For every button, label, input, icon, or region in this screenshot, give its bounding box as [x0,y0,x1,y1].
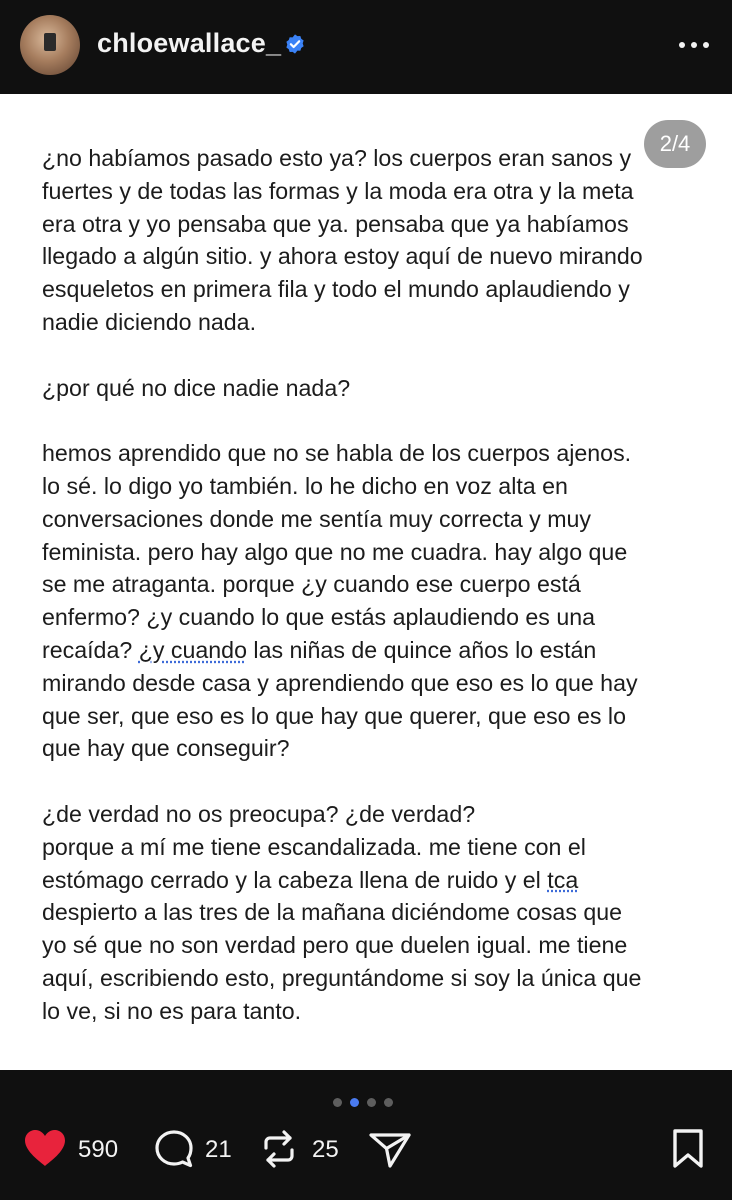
slide-counter: 2/4 [644,120,706,168]
comment-icon [153,1128,195,1170]
post-footer [0,1070,732,1200]
post-text-line: yo sé que no son verdad pero que duelen igual. me tiene [42,932,628,959]
post-text-line: lo ve, si no es para tanto. [42,997,302,1024]
paragraph-gap [42,404,710,437]
post-text-line: fuertes y de todas las formas y la moda era otra y la meta [42,177,634,204]
paragraph-gap [42,339,710,372]
post-header [0,0,732,94]
post-text-line: ¿de verdad no os preocupa? ¿de verdad? [42,800,476,827]
pagination-dot [333,1098,342,1107]
post-text-line: porque a mí me tiene escandalizada. me tiene con el [42,833,586,860]
post-text-line: llegado a algún sitio. y ahora estoy aquí de nuevo mirando [42,243,643,270]
more-horizontal-icon[interactable] [674,30,714,60]
like-count: 590 [78,1136,119,1163]
send-icon [368,1128,412,1170]
post-text-line: despierto a las tres de la mañana diciéndome cosas que [42,899,623,926]
repost-button[interactable] [258,1128,348,1168]
post-text-line: mirando desde casa y aprendiendo que eso es lo que hay [42,669,638,696]
comment-button[interactable] [153,1128,243,1168]
post-text-line: nadie diciendo nada. [42,308,257,335]
bookmark-button[interactable] [670,1128,706,1168]
post-text-line: ¿no habíamos pasado esto ya? los cuerpos eran sanos y [42,145,632,171]
post-text-line: que ser, que eso es lo que hay que querer, que eso es lo [42,702,626,729]
paragraph-gap [42,765,710,798]
carousel-pagination [333,1094,401,1104]
post-text-line: ¿por qué no dice nadie nada? [42,374,351,401]
post-text-line: que hay que conseguir? [42,735,290,762]
repost-count: 25 [312,1136,339,1163]
post-text-line: recaída? ¿y cuando las niñas de quince años lo están [42,636,597,663]
comment-count: 21 [205,1136,232,1163]
post-text-line: enfermo? ¿y cuando lo que estás aplaudiendo es una [42,604,596,631]
bookmark-icon [670,1128,706,1170]
pagination-dot [384,1098,393,1107]
spellcheck-underline: tca [547,866,579,893]
pagination-dot [367,1098,376,1107]
post-text [42,142,710,1028]
post-text-line: aquí, escribiendo esto, preguntándome si soy la única que [42,964,642,991]
avatar[interactable] [20,15,80,75]
verified-badge-icon [284,33,306,55]
spellcheck-underline: ¿y cuando [138,636,247,663]
post-text-line: estómago cerrado y la cabeza llena de ruido y el tca [42,866,579,893]
post-text-line: era otra y yo pensaba que ya. pensaba que ya habíamos [42,210,629,237]
post-text-line: lo sé. lo digo yo también. lo he dicho en voz alta en [42,472,568,499]
pagination-dot-active [350,1098,359,1107]
post-text-line: feminista. pero hay algo que no me cuadra. hay algo que [42,538,628,565]
post-text-line: conversaciones donde me sentía muy correcta y muy [42,505,592,532]
post-text-line: esqueletos en primera fila y todo el mundo aplaudiendo y [42,276,630,303]
username[interactable]: chloewallace_ [97,28,282,58]
avatar-image [44,33,56,51]
heart-icon [22,1128,68,1168]
like-button[interactable] [22,1128,132,1168]
post-text-line: hemos aprendido que no se habla de los cuerpos ajenos. [42,440,632,467]
repost-icon [258,1128,300,1170]
share-button[interactable] [368,1128,414,1168]
post-text-line: se me atraganta. porque ¿y cuando ese cuerpo está [42,571,581,598]
